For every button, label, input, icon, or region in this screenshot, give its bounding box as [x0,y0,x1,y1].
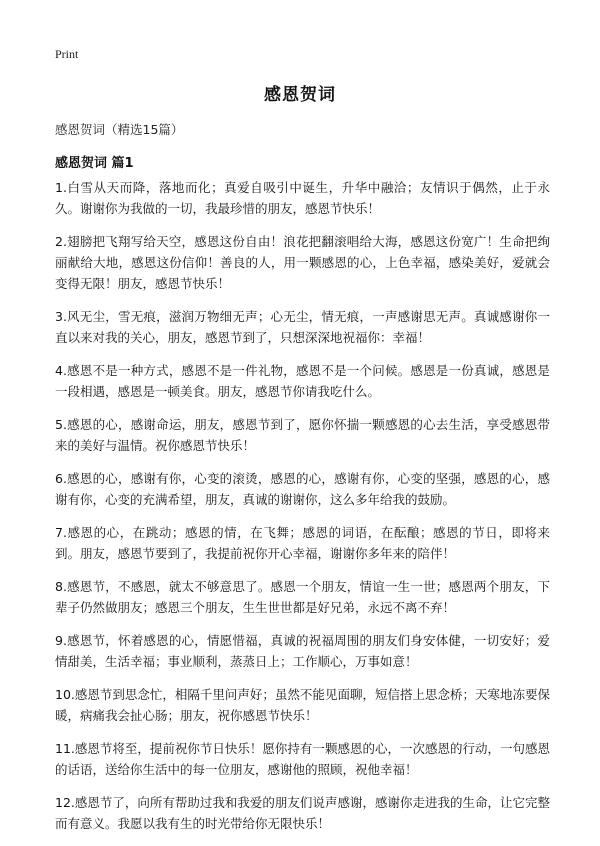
paragraph: 6.感恩的心，感谢有你，心变的滚烫，感恩的心，感谢有你，心变的坚强，感恩的心，感谢有你，心变的充满希望，朋友，真诚的谢谢你，这么多年给我的鼓励。 [55,471,550,507]
paragraph: 9.感恩节，怀着感恩的心，情愿惜福，真诚的祝福周围的朋友们身安体健，一切安好；爱情甜美，生活幸福；事业顺利，蒸蒸日上；工作顺心，万事如意！ [55,633,550,669]
paragraph-list [55,177,550,846]
paragraph: 7.感恩的心，在跳动；感恩的情，在飞舞；感恩的词语，在酝酿；感恩的节日，即将来到。朋友，感恩节要到了，我提前祝你开心幸福，谢谢你多年来的陪伴！ [55,525,550,561]
paragraph: 3.风无尘，雪无痕，滋润万物细无声；心无尘，情无痕，一声感谢思无声。真诚感谢你一直以来对我的关心，朋友，感恩节到了，只想深深地祝福你：幸福！ [55,309,550,345]
paragraph: 4.感恩不是一种方式，感恩不是一件礼物，感恩不是一个问候。感恩是一份真诚，感恩是一段相遇，感恩是一顿美食。朋友，感恩节你请我吃什么。 [55,363,550,399]
section-heading: 感恩贺词 篇1 [55,156,134,171]
paragraph: 10.感恩节到思念忙，相隔千里问声好；虽然不能见面聊，短信搭上思念桥；天寒地冻要保暖，病痛我会扯心肠；朋友，祝你感恩节快乐！ [55,687,550,723]
page-title: 感恩贺词 [264,85,336,105]
paragraph: 11.感恩节将至，提前祝你节日快乐！愿你持有一颗感恩的心，一次感恩的行动，一句感恩的话语，送给你生活中的每一位朋友，感谢他的照顾，祝他幸福！ [55,741,550,777]
print-label: Print [55,47,79,61]
paragraph: 5.感恩的心，感谢命运，朋友，感恩节到了，愿你怀揣一颗感恩的心去生活，享受感恩带来的美好与温情。祝你感恩节快乐！ [55,417,550,453]
paragraph: 8.感恩节，不感恩，就太不够意思了。感恩一个朋友，情谊一生一世；感恩两个朋友，下辈子仍然做朋友；感恩三个朋友，生生世世都是好兄弟，永远不离不弃！ [55,579,550,615]
document-subtitle: 感恩贺词（精选15篇） [55,122,184,137]
paragraph: 12.感恩节了，向所有帮助过我和我爱的朋友们说声感谢，感谢你走进我的生命，让它完整而有意义。我愿以我有生的时光带给你无限快乐！ [55,795,550,831]
paragraph: 2.翅膀把飞翔写给天空，感恩这份自由！浪花把翻滚唱给大海，感恩这份宽广！生命把绚丽献给大地，感恩这份信仰！善良的人，用一颗感恩的心，上色幸福，感染美好，爱就会变得无限！朋友，感恩节快乐！ [55,234,550,291]
paragraph: 1.白雪从天而降，落地而化；真爱自吸引中诞生，升华中融洽；友情识于偶然，止于永久。谢谢你为我做的一切，我最珍惜的朋友，感恩节快乐！ [55,180,550,216]
